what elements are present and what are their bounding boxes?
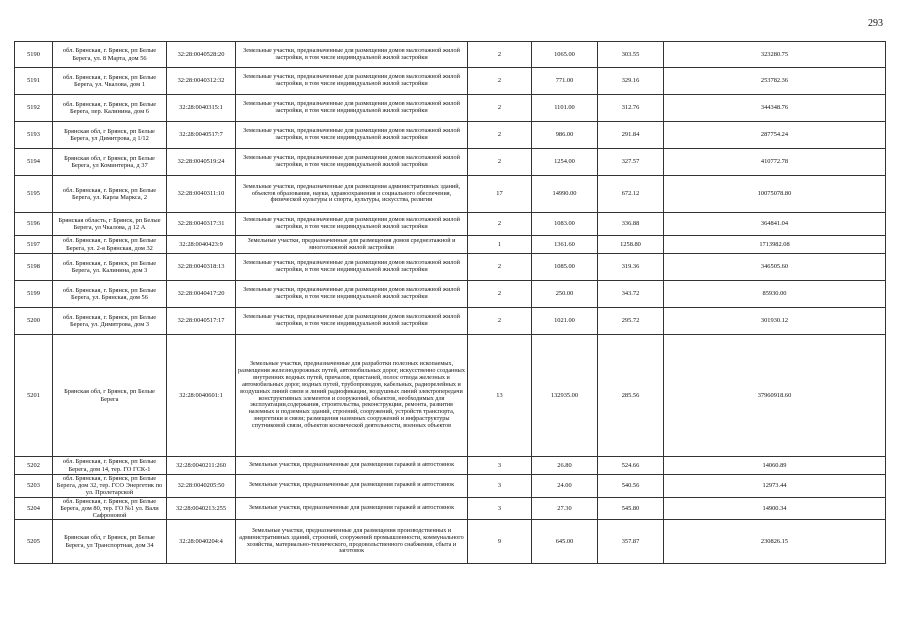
address-cell: Брянская область, г Брянск, рп Белые Берега, ул Чкалова, д 12 А [53, 213, 167, 236]
area-cell: 26.80 [532, 457, 598, 475]
table-row [15, 42, 886, 68]
cadastral-number-cell: 32:28:0040213:255 [167, 497, 236, 520]
table-row [15, 213, 886, 236]
group-code-cell: 2 [468, 254, 532, 281]
area-cell: 1101.00 [532, 95, 598, 122]
cadastral-cost-cell: 37960918.60 [664, 335, 886, 457]
specific-value-cell: 303.55 [598, 42, 664, 68]
area-cell: 771.00 [532, 68, 598, 95]
address-cell: Брянская обл, г Брянск, рп Белые Берега, ул Транспортная, дом 34 [53, 520, 167, 564]
address-cell: обл. Брянская, г. Брянск, рп Белые Берега, дом 80, тер. ГО №1 ул. Вали Сафроновой [53, 497, 167, 520]
purpose-cell: Земельные участки, предназначенные для размещения домов малоэтажной жилой застройки, в том числе индивидуальной жилой застройки [236, 308, 468, 335]
group-code-cell: 13 [468, 335, 532, 457]
cadastral-cost-cell: 253782.36 [664, 68, 886, 95]
cadastral-cost-cell: 14900.34 [664, 497, 886, 520]
purpose-cell: Земельные участки, предназначенные для размещения домов малоэтажной жилой застройки, в том числе индивидуальной жилой застройки [236, 254, 468, 281]
area-cell: 132935.00 [532, 335, 598, 457]
table-row [15, 281, 886, 308]
group-code-cell: 3 [468, 475, 532, 498]
group-code-cell: 2 [468, 95, 532, 122]
table-row [15, 149, 886, 176]
purpose-cell: Земельные участки, предназначенные для размещения домов малоэтажной жилой застройки, в том числе индивидуальной жилой застройки [236, 122, 468, 149]
page-number: 293 [868, 18, 883, 29]
specific-value-cell: 545.80 [598, 497, 664, 520]
cadastral-cost-cell: 14060.89 [664, 457, 886, 475]
table-row [15, 254, 886, 281]
address-cell: обл. Брянская, г. Брянск, рп Белые Берега, дом 32, тер. ГСО Энергетик по ул. Пролетарской [53, 475, 167, 498]
area-cell: 986.00 [532, 122, 598, 149]
cadastral-number-cell: 32:28:0040311:10 [167, 176, 236, 213]
cadastral-number-cell: 32:28:0040318:13 [167, 254, 236, 281]
cadastral-cost-cell: 346505.60 [664, 254, 886, 281]
area-cell: 645.00 [532, 520, 598, 564]
purpose-cell: Земельные участки, предназначенные для размещения домов малоэтажной жилой застройки, в том числе индивидуальной жилой застройки [236, 281, 468, 308]
area-cell: 1085.00 [532, 254, 598, 281]
specific-value-cell: 672.12 [598, 176, 664, 213]
address-cell: обл. Брянская, г. Брянск, рп Белые Берега, ул. Димитрова, дом 3 [53, 308, 167, 335]
row-number: 5190 [15, 42, 53, 68]
group-code-cell: 3 [468, 497, 532, 520]
purpose-cell: Земельные участки, предназначенные для размещения домов малоэтажной жилой застройки, в том числе индивидуальной жилой застройки [236, 213, 468, 236]
table-row [15, 457, 886, 475]
table-row [15, 68, 886, 95]
purpose-cell: Земельные участки, предназначенные для размещения гаражей и автостоянок [236, 475, 468, 498]
address-cell: обл. Брянская, г. Брянск, рп Белые Берега, ул. Карла Маркса, 2 [53, 176, 167, 213]
cadastral-number-cell: 32:28:0040519:24 [167, 149, 236, 176]
specific-value-cell: 329.16 [598, 68, 664, 95]
row-number: 5198 [15, 254, 53, 281]
group-code-cell: 2 [468, 308, 532, 335]
address-cell: обл. Брянская, г. Брянск, рп Белые Берега, дом 14, тер. ГО ГСК-1 [53, 457, 167, 475]
table-row [15, 122, 886, 149]
group-code-cell: 17 [468, 176, 532, 213]
row-number: 5192 [15, 95, 53, 122]
cadastral-number-cell: 32:28:0040423:9 [167, 236, 236, 254]
cadastral-number-cell: 32:28:0040204:4 [167, 520, 236, 564]
row-number: 5199 [15, 281, 53, 308]
specific-value-cell: 357.87 [598, 520, 664, 564]
cadastral-cost-cell: 410772.78 [664, 149, 886, 176]
specific-value-cell: 285.56 [598, 335, 664, 457]
row-number: 5197 [15, 236, 53, 254]
table-row [15, 176, 886, 213]
purpose-cell: Земельные участки, предназначенные для размещения домов малоэтажной жилой застройки, в том числе индивидуальной жилой застройки [236, 68, 468, 95]
area-cell: 14990.00 [532, 176, 598, 213]
cadastral-number-cell: 32:28:0040211:260 [167, 457, 236, 475]
cadastral-cost-cell: 344348.76 [664, 95, 886, 122]
row-number: 5196 [15, 213, 53, 236]
group-code-cell: 2 [468, 122, 532, 149]
specific-value-cell: 312.76 [598, 95, 664, 122]
cadastral-cost-cell: 1713982.08 [664, 236, 886, 254]
cadastral-cost-cell: 301930.12 [664, 308, 886, 335]
purpose-cell: Земельные участки, предназначенные для разработки полезных ископаемых, размещения железнодорожных путей, автомобильных дорог, искусственно созданных внутренних водных путей, причалов, пристаней, полос отвода железных и автомобильных дорог, водных путей, трубопроводов, кабельных, радиорелейных и воздушных линий связи и линий радиофикации, воздушных линий электропередачи конструктивных элементов и сооружений, объектов, необходимых для эксплуатации,содержания, строительства, реконструкции, ремонта, развития наземных и подземных зданий, строений, сооружений, устройств транспорта, энергетики и связи; размещения наземных сооружений и инфраструктуры спутниковой связи, объектов космической деятельности, военных объектов [236, 335, 468, 457]
specific-value-cell: 524.66 [598, 457, 664, 475]
table-row [15, 95, 886, 122]
cadastral-number-cell: 32:28:0040317:31 [167, 213, 236, 236]
specific-value-cell: 540.56 [598, 475, 664, 498]
address-cell: обл. Брянская, г. Брянск, рп Белые Берега, пер. Калинина, дом 6 [53, 95, 167, 122]
address-cell: обл. Брянская, г. Брянск, рп Белые Берега, ул. Калинина, дом 3 [53, 254, 167, 281]
address-cell: обл. Брянская, г. Брянск, рп Белые Берега, ул. 8 Марта, дом 56 [53, 42, 167, 68]
cadastral-cost-cell: 85930.00 [664, 281, 886, 308]
area-cell: 1083.00 [532, 213, 598, 236]
row-number: 5205 [15, 520, 53, 564]
cadastral-cost-cell: 230826.15 [664, 520, 886, 564]
row-number: 5200 [15, 308, 53, 335]
cadastral-number-cell: 32:28:0040601:1 [167, 335, 236, 457]
row-number: 5195 [15, 176, 53, 213]
cadastral-cost-cell: 364841.04 [664, 213, 886, 236]
group-code-cell: 1 [468, 236, 532, 254]
group-code-cell: 9 [468, 520, 532, 564]
table-row [15, 236, 886, 254]
row-number: 5194 [15, 149, 53, 176]
purpose-cell: Земельные участки, предназначенные для размещения гаражей и автостоянок [236, 497, 468, 520]
cadastral-cost-cell: 10075078.80 [664, 176, 886, 213]
area-cell: 250.00 [532, 281, 598, 308]
specific-value-cell: 343.72 [598, 281, 664, 308]
cadastral-number-cell: 32:28:0040315:1 [167, 95, 236, 122]
specific-value-cell: 295.72 [598, 308, 664, 335]
cadastral-number-cell: 32:28:0040312:32 [167, 68, 236, 95]
area-cell: 1254.00 [532, 149, 598, 176]
purpose-cell: Земельные участки, предназначенные для размещения гаражей и автостоянок [236, 457, 468, 475]
group-code-cell: 2 [468, 42, 532, 68]
group-code-cell: 2 [468, 68, 532, 95]
cadastral-cost-cell: 323280.75 [664, 42, 886, 68]
purpose-cell: Земельные участки, предназначенные для размещения домов малоэтажной жилой застройки, в том числе индивидуальной жилой застройки [236, 149, 468, 176]
table-row [15, 335, 886, 457]
purpose-cell: Земельные участки, предназначенные для размещения домов малоэтажной жилой застройки, в том числе индивидуальной жилой застройки [236, 95, 468, 122]
row-number: 5203 [15, 475, 53, 498]
purpose-cell: Земельные участки, предназначенные для размещения административных зданий, объектов образования, науки, здравоохранения и социального обеспечения, физической культуры и спорта, культуры, искусства, религии [236, 176, 468, 213]
specific-value-cell: 1258.80 [598, 236, 664, 254]
purpose-cell: Земельные участки, предназначенные для размещения домов малоэтажной жилой застройки, в том числе индивидуальной жилой застройки [236, 42, 468, 68]
row-number: 5193 [15, 122, 53, 149]
cadastral-cost-cell: 287754.24 [664, 122, 886, 149]
area-cell: 27.30 [532, 497, 598, 520]
purpose-cell: Земельные участки, предназначенные для размещения производственных и административных зданий, строений, сооружений промышленности, коммунального хозяйства, материально-технического, продовольственного снабжения, сбыта и заготовок [236, 520, 468, 564]
area-cell: 24.00 [532, 475, 598, 498]
cadastral-number-cell: 32:28:0040417:20 [167, 281, 236, 308]
area-cell: 1361.60 [532, 236, 598, 254]
group-code-cell: 2 [468, 213, 532, 236]
table-row [15, 520, 886, 564]
cadastral-number-cell: 32:28:0040517:7 [167, 122, 236, 149]
cadastral-number-cell: 32:28:0040517:17 [167, 308, 236, 335]
group-code-cell: 2 [468, 149, 532, 176]
specific-value-cell: 327.57 [598, 149, 664, 176]
group-code-cell: 3 [468, 457, 532, 475]
address-cell: Брянская обл, г Брянск, рп Белые Берега, ул Коминтерна, д 37 [53, 149, 167, 176]
cadastral-number-cell: 32:28:0040205:50 [167, 475, 236, 498]
address-cell: Брянская обл, г Брянск, рп Белые Берега [53, 335, 167, 457]
address-cell: обл. Брянская, г. Брянск, рп Белые Берега, ул. Брянская, дом 56 [53, 281, 167, 308]
row-number: 5191 [15, 68, 53, 95]
table-row [15, 497, 886, 520]
table-row [15, 475, 886, 498]
cadastral-number-cell: 32:28:0040528:20 [167, 42, 236, 68]
group-code-cell: 2 [468, 281, 532, 308]
specific-value-cell: 291.84 [598, 122, 664, 149]
row-number: 5202 [15, 457, 53, 475]
address-cell: обл. Брянская, г. Брянск, рп Белые Берега, ул. 2-я Брянская, дом 32 [53, 236, 167, 254]
row-number: 5204 [15, 497, 53, 520]
area-cell: 1021.00 [532, 308, 598, 335]
address-cell: Брянская обл, г Брянск, рп Белые Берега, ул Димитрова, д 1/12 [53, 122, 167, 149]
table-row [15, 308, 886, 335]
specific-value-cell: 336.88 [598, 213, 664, 236]
cadastral-cost-cell: 12973.44 [664, 475, 886, 498]
specific-value-cell: 319.36 [598, 254, 664, 281]
cadastral-value-table [14, 41, 886, 564]
row-number: 5201 [15, 335, 53, 457]
area-cell: 1065.00 [532, 42, 598, 68]
address-cell: обл. Брянская, г. Брянск, рп Белые Берега, ул. Чкалова, дом 1 [53, 68, 167, 95]
purpose-cell: Земельные участки, предназначенные для размещения домов среднеэтажной и многоэтажной жилой застройки [236, 236, 468, 254]
